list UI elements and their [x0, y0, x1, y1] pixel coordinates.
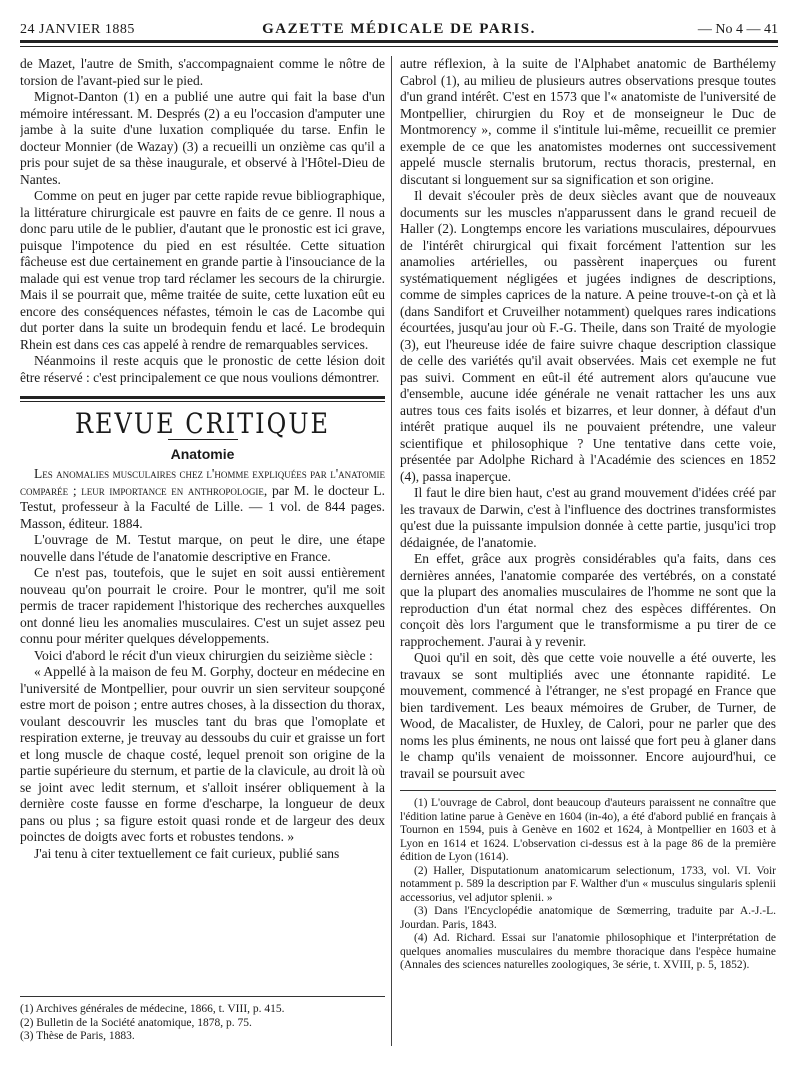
footnote: (3) Dans l'Encyclopédie anatomique de Sœmerring, traduite par A.-J.-L. Jourdan. Paris, 1843. [400, 905, 776, 931]
paragraph: Voici d'abord le récit d'un vieux chirurgien du seizième siècle : [34, 647, 373, 663]
header-rule-thin [20, 46, 778, 47]
footnote: (2) Haller, Disputationum anatomicarum selectionum, 1733, vol. VI. Voir notamment p. 589 la description par F. Walther d'un « musculus singularis splenii accessorius, vel adjutor splenii. » [400, 864, 776, 904]
paragraph: Ce n'est pas, toutefois, que le sujet en soit aussi entièrement nouveau qu'on pourrait le croire. Pour le montrer, qu'il me soit permis de tracer rapidement l'historique des recherches auxquelles ont donné lieu les anomalies musculaires. C'est un sujet assez peu connu pour mériter quelques développements. [20, 565, 385, 646]
article-heading-title: Les anomalies musculaires chez l'homme expliquées par l'anatomie comparée ; leur importance en anthropologie, [20, 466, 385, 498]
issue-date: 24 JANVIER 1885 [20, 22, 135, 37]
footnote: (1) L'ouvrage de Cabrol, dont beaucoup d'auteurs paraissent ne connaître que l'édition latine parue à Genève en 1604 (in-4o), a été d'abord publié en français à Tournon en 1594, puis à Genève en 1602 et 1624, à Montpellier en 1603 et à Lyon en 1614 et 1624. L'observation ci-dessus est à la page 86 de la première édition de Lyon (1614). [400, 797, 776, 863]
left-column [20, 56, 385, 1046]
article-heading-reference: par M. le docteur L. Testut, professeur à la Faculté de Lille. — 1 vol. de 844 pages. Masson, éditeur. 1884. [20, 482, 385, 531]
section-subtitle: Anatomie [170, 445, 235, 462]
footnote-rule [20, 996, 385, 997]
paragraph: Comme on peut en juger par cette rapide revue bibliographique, la littérature chirurgicale est pauvre en faits de ce genre. Il nous a donc paru utile de le publier, d'autant que le pronostic est ici grave, puisque l'impotence du pied en est résultée. Cette situation fâcheuse est due certainement en grande partie à l'insouciance de la malade qui est venue trop tard réclamer les secours de la chirurgie. Mais il se pourrait que, même traitée de suite, cette luxation eût eu encore des conséquences néfastes, témoin le cas de Lacombe qui dut porter dans la suite un brodequin fendu et lacé. Le brodequin Rhein est dans ces cas appelé à rendre de remarquables services. [20, 188, 385, 352]
article-heading [20, 466, 385, 532]
page-header [20, 18, 778, 40]
paragraph: Mignot-Danton (1) en a publié une autre qui fait la base d'un mémoire intéressant. M. Després (2) a eu l'occasion d'amputer une jambe à la suite d'une luxation compliquée du tarse. Enfin le docteur Monnier (de Wazay) (3) a recueilli un onzième cas qu'il a pris pour sujet de sa thèse inaugurale, et observé à l'Hôtel-Dieu de Nantes. [20, 89, 385, 187]
paragraph: J'ai tenu à citer textuellement ce fait curieux, publié sans [34, 845, 340, 861]
footnote: (4) Ad. Richard. Essai sur l'anatomie philosophique et l'interprétation de quelques anomalies musculaires du membre thoracique dans l'espèce humaine (Annales des sciences naturelles zoologiques, 3e série, t. XVIII, p. 5, 1852). [400, 932, 776, 971]
paragraph: Il devait s'écouler près de deux siècles avant que de nouveaux documents sur les muscles n'apparussent dans le grand recueil de Haller (2). Longtemps encore les variations musculaires, dépourvues de l'intérêt chirurgical qui fixait forcément l'attention sur les anamolies artérielles, ou passèrent inaperçues ou furent systématiquement négligées et jugées indignes de descriptions, comme de simples caprices de la nature. A peine trouve-t-on çà et là (dans Sandifort et Cruveilher notamment) quelques rares indications écourtées, jusqu'au jour où F.-G. Theile, dans son Traité de myologie (3), eut l'heureuse idée de faire suivre chaque description classique de celle des variétés qu'il avait observées. Mais cet exemple ne fut pas suivi. Comment en eût-il été autrement alors qu'aucune vue d'ensemble, aucune idée générale ne venait rattacher les uns aux autres tous ces faits isolés et bizarres, et leur donner, à défaut d'un intérêt pratique auquel ils ne pouvaient prétendre, une valeur scientifique et philosophique ? Une tentative dans cette voie, présentée par Adolphe Richard à l'Académie des sciences en 1852 (4), passa inaperçue. [400, 188, 776, 484]
paragraph: Néanmoins il reste acquis que le pronostic de cette lésion doit être réservé : c'est principalement ce que nous voulions démontrer. [20, 353, 385, 385]
paragraph: En effet, grâce aux progrès considérables qu'a faits, dans ces dernières années, l'anatomie comparée des vertébrés, on a constaté que la plupart des anomalies musculaires de l'homme ne sont que la reproduction d'un état normal chez des espèces différentes. On conçoit dès lors l'argument que le transformisme a pu tirer de ce rapprochement. J'aurai à y revenir. [400, 551, 776, 649]
paragraph: Quoi qu'il en soit, dès que cette voie nouvelle a été ouverte, les travaux se sont multipliés avec une étonnante rapidité. Le mouvement, commencé à l'étranger, ne s'est propagé en France que bien tardivement. Les beaux mémoires de Gruber, de Turner, de Wood, de Macalister, de Huxley, de Calori, pour ne parler que des noms les plus éminents, ne nous ont laissé que fort peu à glaner dans le champ qu'ils venaient de moissonner. Encore aujourd'hui, ce travail se poursuit avec [400, 650, 776, 781]
journal-title: GAZETTE MÉDICALE DE PARIS. [262, 21, 536, 37]
right-column [400, 56, 776, 1046]
section-divider [20, 396, 385, 402]
section-title: REVUE CRITIQUE [74, 407, 331, 441]
footnote: (2) Bulletin de la Société anatomique, 1878, p. 75. [20, 1016, 252, 1029]
quotation: « Appellé à la maison de feu M. Gorphy, docteur en médecine en l'université de Montpellier, pour ouvrir un sien serviteur soupçoné estre mort de poison ; entre autres choses, à la dissection du thorax, voulant descouvrir les muscles tant du bras que l'omoplate et respiration externe, je treuvay au dessoubs du cuir et graisse un fort et long muscle de chaque costé, lequel prenoit son origine de la partie supérieure du sternum, et partie de la clavicule, au droit là où se joint avec ledit sternum, et s'alloit insérer obliquement à la dernière coste fausse en forme d'escharpe, la longueur de deux pans ou plus ; sa figure estoit quasi ronde et de largeur des deux poinctes de doigts avec forts et robustes tendons. » [20, 664, 385, 844]
paragraph: de Mazet, l'autre de Smith, s'accompagnaient comme le nôtre de torsion de l'avant-pied sur le pied. [20, 56, 385, 88]
paragraph: autre réflexion, à la suite de l'Alphabet anatomic de Barthélemy Cabrol (1), au milieu de plusieurs autres observations presque toutes d'un grand intérêt. C'est en 1573 que l'« anatomiste de l'université de Montpellier, chirurgien du Roy et de monseigneur le Duc de Montmorency », comme il s'intitule lui-même, recueillit ce premier exemple de ce que les anatomistes modernes ont successivement appelé muscle sternalis brutorum, rectus thoracis, presternal, en discutant si longuement sur sa signification et son origine. [400, 56, 776, 187]
left-footnotes [20, 988, 385, 1044]
footnote: (1) Archives générales de médecine, 1866, t. VIII, p. 415. [20, 1003, 285, 1015]
page-number: — No 4 — 41 [697, 22, 778, 37]
footnote: (3) Thèse de Paris, 1883. [20, 1030, 135, 1042]
header-rule-thick [20, 40, 778, 43]
paragraph: Il faut le dire bien haut, c'est au grand mouvement d'idées créé par les travaux de Darwin, c'est à l'influence des doctrines transformistes qu'est due la puissante impulsion donnée à cette partie, jusqu'ici trop dédaignée, de l'anatomie. [400, 485, 776, 550]
column-separator [391, 56, 392, 1046]
paragraph: L'ouvrage de M. Testut marque, on peut le dire, une étape nouvelle dans l'étude de l'anatomie descriptive en France. [20, 532, 385, 564]
footnote-rule [400, 790, 776, 791]
